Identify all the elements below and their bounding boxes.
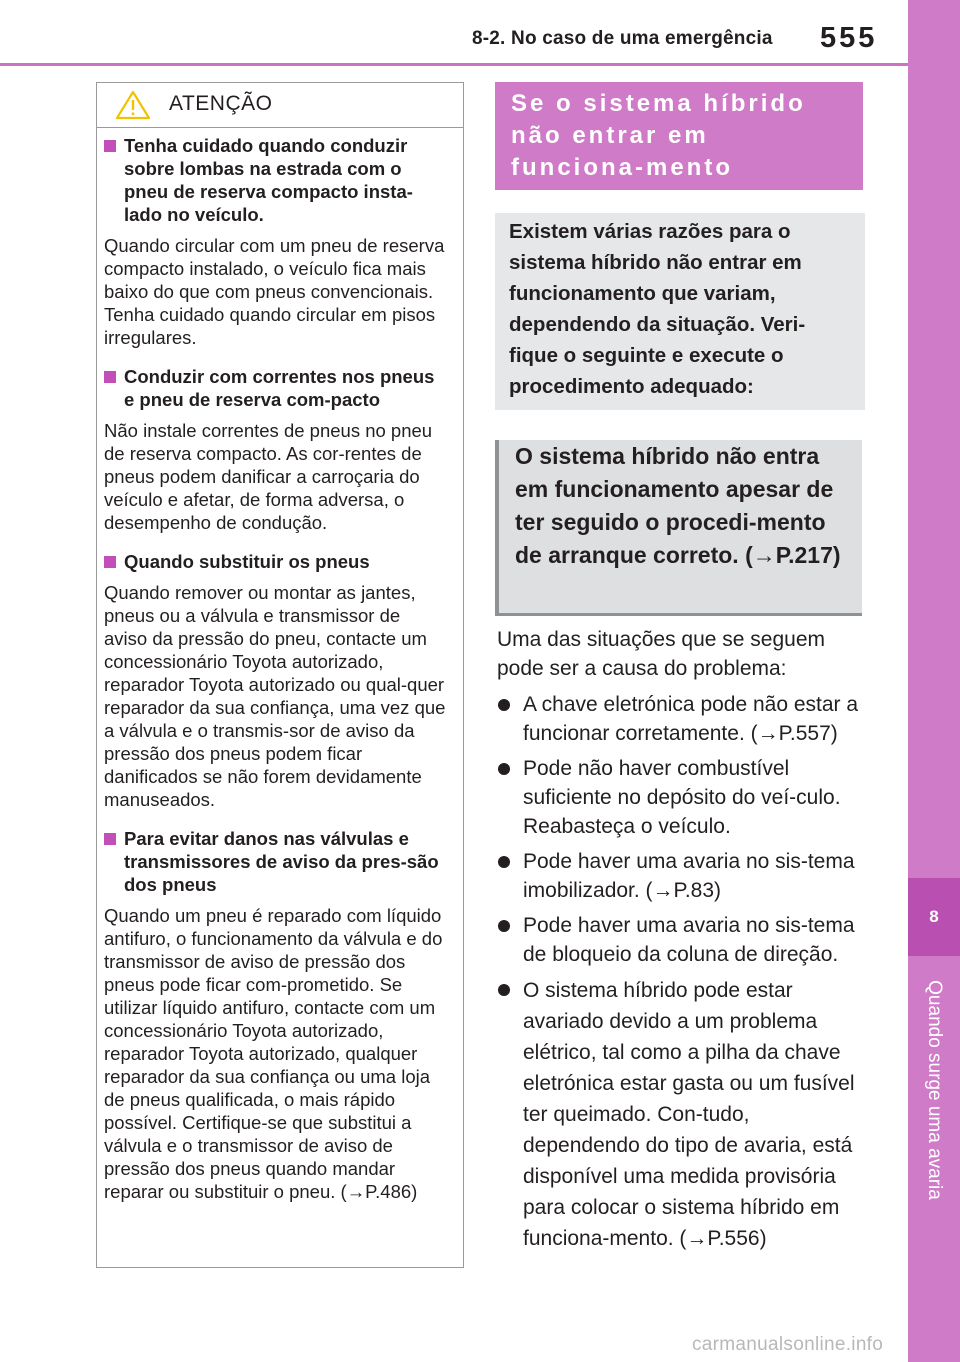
warning-item-text: Quando um pneu é reparado com líquido antifuro, o funcionamento da válvula e do transmissor de aviso de pressão dos pneus pode ficar com-prometido. Se utilizar líquido antifuro, contacte com um concessionário Toyota autorizado, reparador Toyota autorizado, qualquer reparador da sua confiança ou uma loja de pneus qualificada, o mais rápido possível. Certifique-se que substitui a válvula e o transmissor de aviso de pressão dos pneus quando mandar reparar ou substituir o pneu. (→P.486) [104,905,443,1202]
section-header-title: 8-2. No caso de uma emergência [472,28,773,49]
list-item-text: O sistema híbrido pode estar avariado devido a um problema elétrico, tal como a pilha da chave eletrónica estar gasta ou um fusível ter queimado. Con-tudo, dependendo do tipo de avaria, está disponível uma medida provisória para colocar o sistema híbrido em funciona-mento. (→P.556) [523,979,855,1250]
bullet-dot-icon [498,763,510,775]
bullet-list [497,690,867,1260]
body-paragraph: Uma das situações que se seguem pode ser a causa do problema: [497,628,826,680]
warning-header [97,83,463,128]
square-bullet-icon [104,140,116,152]
square-bullet-icon [104,833,116,845]
list-item [497,975,867,1254]
warning-item-text: Quando remover ou montar as jantes, pneus ou a válvula e transmissor de aviso da pressão do pneu, contacte um concessionário Toyota autorizado, reparador Toyota autorizado ou qual-quer reparador da sua confiança, uma vez que a válvula e o transmis-sor de aviso da pressão dos pneus podem ficar danificados se não forem devidamente manuseados. [104,582,446,810]
bullet-dot-icon [498,920,510,932]
list-item-text: Pode haver uma avaria no sis-tema de bloqueio da coluna de direção. [523,914,855,966]
warning-item [104,365,447,534]
page-number: 555 [820,22,878,54]
list-item [497,911,867,969]
list-item-text: Pode haver uma avaria no sis-tema imobilizador. (→P.83) [523,850,855,902]
list-item [497,690,867,748]
watermark: carmanualsonline.info [692,1334,884,1355]
warning-item [104,827,447,1203]
intro-box: Existem várias razões para o sistema híbrido não entrar em funcionamento que variam, dependendo da situação. Veri-fique o seguinte e execute o procedimento adequado: [495,213,865,410]
warning-title: ATENÇÃO [169,92,273,115]
warning-box [96,82,464,1268]
warning-item-heading: Quando substituir os pneus [124,551,370,572]
warning-item-heading: Para evitar danos nas válvulas e transmissores de aviso da pres-são dos pneus [124,828,439,895]
list-item-text: Pode não haver combustível suficiente no depósito do veí-culo. Reabasteça o veículo. [523,757,841,838]
warning-item [104,550,447,811]
bullet-dot-icon [498,856,510,868]
chapter-number: 8 [908,878,960,956]
warning-triangle-icon [115,90,151,125]
warning-item-heading: Conduzir com correntes nos pneus e pneu de reserva com-pacto [124,366,435,410]
list-item [497,847,867,905]
bullet-dot-icon [498,699,510,711]
warning-item-text: Não instale correntes de pneus no pneu de reserva compacto. As cor-rentes de pneus podem danificar a carroçaria do veículo e afetar, de forma adversa, o desempenho de condução. [104,420,433,533]
subheading-box: O sistema híbrido não entra em funcionamento apesar de ter seguido o procedi-mento de arranque correto. (→P.217) [495,440,862,616]
bullet-dot-icon [498,984,510,996]
header-divider [0,63,908,66]
warning-item-heading: Tenha cuidado quando conduzir sobre lombas na estrada com o pneu de reserva compacto insta-lado no veículo. [124,135,413,225]
square-bullet-icon [104,371,116,383]
list-item-text: A chave eletrónica pode não estar a funcionar corretamente. (→P.557) [523,693,859,745]
list-item [497,754,867,841]
warning-item [104,134,447,349]
warning-item-text: Quando circular com um pneu de reserva compacto instalado, o veículo fica mais baixo do que com pneus convencionais. Tenha cuidado quando circular em pisos irregulares. [104,235,445,348]
square-bullet-icon [104,556,116,568]
chapter-label: Quando surge uma avaria [924,980,945,1200]
section-title-banner: Se o sistema híbrido não entrar em funciona-mento [495,82,863,190]
